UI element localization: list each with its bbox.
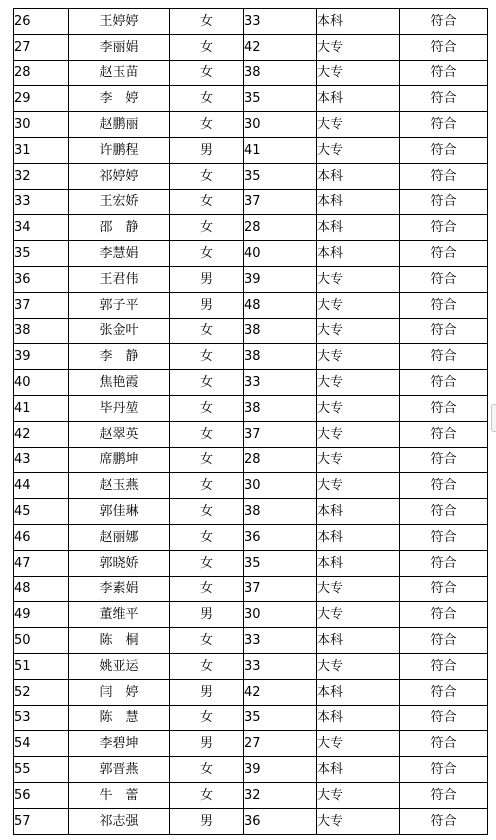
name-cell: 赵鹏丽 — [69, 112, 170, 138]
table-row — [14, 653, 488, 679]
table-row — [14, 499, 488, 525]
table-row — [14, 731, 488, 757]
education-cell: 本科 — [317, 241, 400, 267]
result-cell: 符合 — [400, 421, 488, 447]
education-cell: 本科 — [317, 215, 400, 241]
result-cell: 符合 — [400, 34, 488, 60]
gender-cell: 男 — [170, 292, 244, 318]
gender-cell: 女 — [170, 34, 244, 60]
name-cell: 牛 蕾 — [69, 782, 170, 808]
result-cell: 符合 — [400, 782, 488, 808]
result-cell: 符合 — [400, 628, 488, 654]
age-cell: 41 — [244, 137, 317, 163]
table-row — [14, 137, 488, 163]
name-cell: 邵 静 — [69, 215, 170, 241]
name-cell: 赵玉苗 — [69, 60, 170, 86]
table-row — [14, 808, 488, 834]
education-cell: 本科 — [317, 499, 400, 525]
table-row — [14, 215, 488, 241]
name-cell: 李素娟 — [69, 576, 170, 602]
table-row — [14, 189, 488, 215]
row-number-cell: 53 — [14, 705, 69, 731]
gender-cell: 女 — [170, 189, 244, 215]
result-cell: 符合 — [400, 499, 488, 525]
name-cell: 毕丹堃 — [69, 395, 170, 421]
gender-cell: 女 — [170, 576, 244, 602]
row-number-cell: 34 — [14, 215, 69, 241]
education-cell: 大专 — [317, 421, 400, 447]
age-cell: 32 — [244, 782, 317, 808]
age-cell: 35 — [244, 163, 317, 189]
gender-cell: 女 — [170, 344, 244, 370]
row-number-cell: 49 — [14, 602, 69, 628]
age-cell: 38 — [244, 60, 317, 86]
education-cell: 本科 — [317, 163, 400, 189]
result-cell: 符合 — [400, 292, 488, 318]
result-cell: 符合 — [400, 679, 488, 705]
result-cell: 符合 — [400, 215, 488, 241]
row-number-cell: 39 — [14, 344, 69, 370]
name-cell: 李 婷 — [69, 86, 170, 112]
age-cell: 36 — [244, 524, 317, 550]
age-cell: 37 — [244, 576, 317, 602]
age-cell: 35 — [244, 705, 317, 731]
education-cell: 大专 — [317, 292, 400, 318]
name-cell: 郭晋燕 — [69, 757, 170, 783]
age-cell: 27 — [244, 731, 317, 757]
education-cell: 本科 — [317, 705, 400, 731]
name-cell: 赵玉燕 — [69, 473, 170, 499]
table-row — [14, 782, 488, 808]
education-cell: 大专 — [317, 808, 400, 834]
gender-cell: 女 — [170, 782, 244, 808]
result-cell: 符合 — [400, 731, 488, 757]
table-row — [14, 524, 488, 550]
education-cell: 大专 — [317, 344, 400, 370]
age-cell: 33 — [244, 370, 317, 396]
table-row — [14, 112, 488, 138]
gender-cell: 女 — [170, 628, 244, 654]
gender-cell: 女 — [170, 499, 244, 525]
age-cell: 36 — [244, 808, 317, 834]
table-row — [14, 292, 488, 318]
result-cell: 符合 — [400, 602, 488, 628]
age-cell: 33 — [244, 628, 317, 654]
side-panel-handle[interactable] — [491, 404, 496, 432]
gender-cell: 女 — [170, 112, 244, 138]
name-cell: 姚亚运 — [69, 653, 170, 679]
row-number-cell: 35 — [14, 241, 69, 267]
table-row — [14, 163, 488, 189]
row-number-cell: 43 — [14, 447, 69, 473]
row-number-cell: 33 — [14, 189, 69, 215]
age-cell: 42 — [244, 34, 317, 60]
education-cell: 大专 — [317, 60, 400, 86]
age-cell: 30 — [244, 112, 317, 138]
table-row — [14, 447, 488, 473]
name-cell: 李碧坤 — [69, 731, 170, 757]
result-cell: 符合 — [400, 550, 488, 576]
gender-cell: 男 — [170, 808, 244, 834]
gender-cell: 女 — [170, 318, 244, 344]
name-cell: 张金叶 — [69, 318, 170, 344]
gender-cell: 女 — [170, 60, 244, 86]
age-cell: 38 — [244, 499, 317, 525]
table-row — [14, 705, 488, 731]
row-number-cell: 40 — [14, 370, 69, 396]
row-number-cell: 27 — [14, 34, 69, 60]
gender-cell: 男 — [170, 731, 244, 757]
education-cell: 大专 — [317, 782, 400, 808]
education-cell: 大专 — [317, 370, 400, 396]
table-row — [14, 628, 488, 654]
roster-table — [13, 8, 488, 835]
row-number-cell: 56 — [14, 782, 69, 808]
name-cell: 王宏娇 — [69, 189, 170, 215]
row-number-cell: 36 — [14, 266, 69, 292]
row-number-cell: 48 — [14, 576, 69, 602]
result-cell: 符合 — [400, 137, 488, 163]
result-cell: 符合 — [400, 9, 488, 35]
result-cell: 符合 — [400, 473, 488, 499]
name-cell: 赵翠英 — [69, 421, 170, 447]
table-row — [14, 550, 488, 576]
row-number-cell: 57 — [14, 808, 69, 834]
gender-cell: 女 — [170, 370, 244, 396]
table-row — [14, 757, 488, 783]
row-number-cell: 30 — [14, 112, 69, 138]
name-cell: 闫 婷 — [69, 679, 170, 705]
gender-cell: 女 — [170, 215, 244, 241]
education-cell: 大专 — [317, 266, 400, 292]
age-cell: 30 — [244, 602, 317, 628]
age-cell: 33 — [244, 653, 317, 679]
education-cell: 大专 — [317, 447, 400, 473]
row-number-cell: 32 — [14, 163, 69, 189]
name-cell: 许鹏程 — [69, 137, 170, 163]
table-row — [14, 473, 488, 499]
table-row — [14, 344, 488, 370]
age-cell: 42 — [244, 679, 317, 705]
education-cell: 大专 — [317, 473, 400, 499]
row-number-cell: 38 — [14, 318, 69, 344]
education-cell: 本科 — [317, 524, 400, 550]
result-cell: 符合 — [400, 189, 488, 215]
result-cell: 符合 — [400, 86, 488, 112]
result-cell: 符合 — [400, 112, 488, 138]
result-cell: 符合 — [400, 395, 488, 421]
result-cell: 符合 — [400, 241, 488, 267]
name-cell: 郭佳琳 — [69, 499, 170, 525]
age-cell: 39 — [244, 266, 317, 292]
result-cell: 符合 — [400, 524, 488, 550]
age-cell: 37 — [244, 189, 317, 215]
age-cell: 48 — [244, 292, 317, 318]
gender-cell: 男 — [170, 602, 244, 628]
table-row — [14, 9, 488, 35]
name-cell: 李慧娟 — [69, 241, 170, 267]
name-cell: 郭子平 — [69, 292, 170, 318]
age-cell: 28 — [244, 447, 317, 473]
gender-cell: 男 — [170, 137, 244, 163]
row-number-cell: 47 — [14, 550, 69, 576]
row-number-cell: 26 — [14, 9, 69, 35]
name-cell: 祁婷婷 — [69, 163, 170, 189]
education-cell: 本科 — [317, 9, 400, 35]
gender-cell: 女 — [170, 524, 244, 550]
result-cell: 符合 — [400, 266, 488, 292]
education-cell: 本科 — [317, 189, 400, 215]
result-cell: 符合 — [400, 757, 488, 783]
age-cell: 40 — [244, 241, 317, 267]
education-cell: 本科 — [317, 628, 400, 654]
row-number-cell: 51 — [14, 653, 69, 679]
gender-cell: 女 — [170, 421, 244, 447]
age-cell: 39 — [244, 757, 317, 783]
age-cell: 35 — [244, 550, 317, 576]
row-number-cell: 37 — [14, 292, 69, 318]
row-number-cell: 44 — [14, 473, 69, 499]
name-cell: 董维平 — [69, 602, 170, 628]
name-cell: 赵丽娜 — [69, 524, 170, 550]
education-cell: 大专 — [317, 653, 400, 679]
row-number-cell: 41 — [14, 395, 69, 421]
row-number-cell: 45 — [14, 499, 69, 525]
age-cell: 30 — [244, 473, 317, 499]
education-cell: 本科 — [317, 86, 400, 112]
name-cell: 郭晓娇 — [69, 550, 170, 576]
gender-cell: 女 — [170, 757, 244, 783]
name-cell: 李 静 — [69, 344, 170, 370]
gender-cell: 女 — [170, 86, 244, 112]
name-cell: 王婷婷 — [69, 9, 170, 35]
gender-cell: 女 — [170, 705, 244, 731]
age-cell: 38 — [244, 344, 317, 370]
gender-cell: 女 — [170, 447, 244, 473]
education-cell: 大专 — [317, 137, 400, 163]
name-cell: 王君伟 — [69, 266, 170, 292]
age-cell: 38 — [244, 395, 317, 421]
education-cell: 本科 — [317, 757, 400, 783]
education-cell: 大专 — [317, 34, 400, 60]
table-row — [14, 34, 488, 60]
result-cell: 符合 — [400, 344, 488, 370]
gender-cell: 女 — [170, 395, 244, 421]
result-cell: 符合 — [400, 370, 488, 396]
row-number-cell: 54 — [14, 731, 69, 757]
row-number-cell: 42 — [14, 421, 69, 447]
row-number-cell: 29 — [14, 86, 69, 112]
result-cell: 符合 — [400, 318, 488, 344]
result-cell: 符合 — [400, 163, 488, 189]
table-row — [14, 60, 488, 86]
roster-table-body — [14, 9, 488, 835]
row-number-cell: 50 — [14, 628, 69, 654]
name-cell: 陈 桐 — [69, 628, 170, 654]
age-cell: 35 — [244, 86, 317, 112]
result-cell: 符合 — [400, 576, 488, 602]
row-number-cell: 52 — [14, 679, 69, 705]
gender-cell: 女 — [170, 241, 244, 267]
table-row — [14, 576, 488, 602]
age-cell: 28 — [244, 215, 317, 241]
table-row — [14, 86, 488, 112]
table-row — [14, 266, 488, 292]
table-row — [14, 421, 488, 447]
gender-cell: 男 — [170, 266, 244, 292]
education-cell: 大专 — [317, 602, 400, 628]
row-number-cell: 46 — [14, 524, 69, 550]
gender-cell: 女 — [170, 550, 244, 576]
result-cell: 符合 — [400, 447, 488, 473]
age-cell: 38 — [244, 318, 317, 344]
row-number-cell: 28 — [14, 60, 69, 86]
result-cell: 符合 — [400, 808, 488, 834]
age-cell: 33 — [244, 9, 317, 35]
row-number-cell: 55 — [14, 757, 69, 783]
gender-cell: 女 — [170, 473, 244, 499]
gender-cell: 女 — [170, 163, 244, 189]
gender-cell: 男 — [170, 679, 244, 705]
table-row — [14, 318, 488, 344]
education-cell: 大专 — [317, 731, 400, 757]
result-cell: 符合 — [400, 60, 488, 86]
name-cell: 祁志强 — [69, 808, 170, 834]
result-cell: 符合 — [400, 653, 488, 679]
education-cell: 大专 — [317, 576, 400, 602]
education-cell: 大专 — [317, 112, 400, 138]
gender-cell: 女 — [170, 653, 244, 679]
education-cell: 大专 — [317, 318, 400, 344]
name-cell: 李丽娟 — [69, 34, 170, 60]
table-row — [14, 241, 488, 267]
education-cell: 大专 — [317, 395, 400, 421]
name-cell: 焦艳霞 — [69, 370, 170, 396]
education-cell: 本科 — [317, 550, 400, 576]
age-cell: 37 — [244, 421, 317, 447]
table-row — [14, 679, 488, 705]
row-number-cell: 31 — [14, 137, 69, 163]
table-row — [14, 370, 488, 396]
name-cell: 陈 慧 — [69, 705, 170, 731]
gender-cell: 女 — [170, 9, 244, 35]
name-cell: 席鹏坤 — [69, 447, 170, 473]
table-row — [14, 395, 488, 421]
education-cell: 本科 — [317, 679, 400, 705]
table-row — [14, 602, 488, 628]
result-cell: 符合 — [400, 705, 488, 731]
